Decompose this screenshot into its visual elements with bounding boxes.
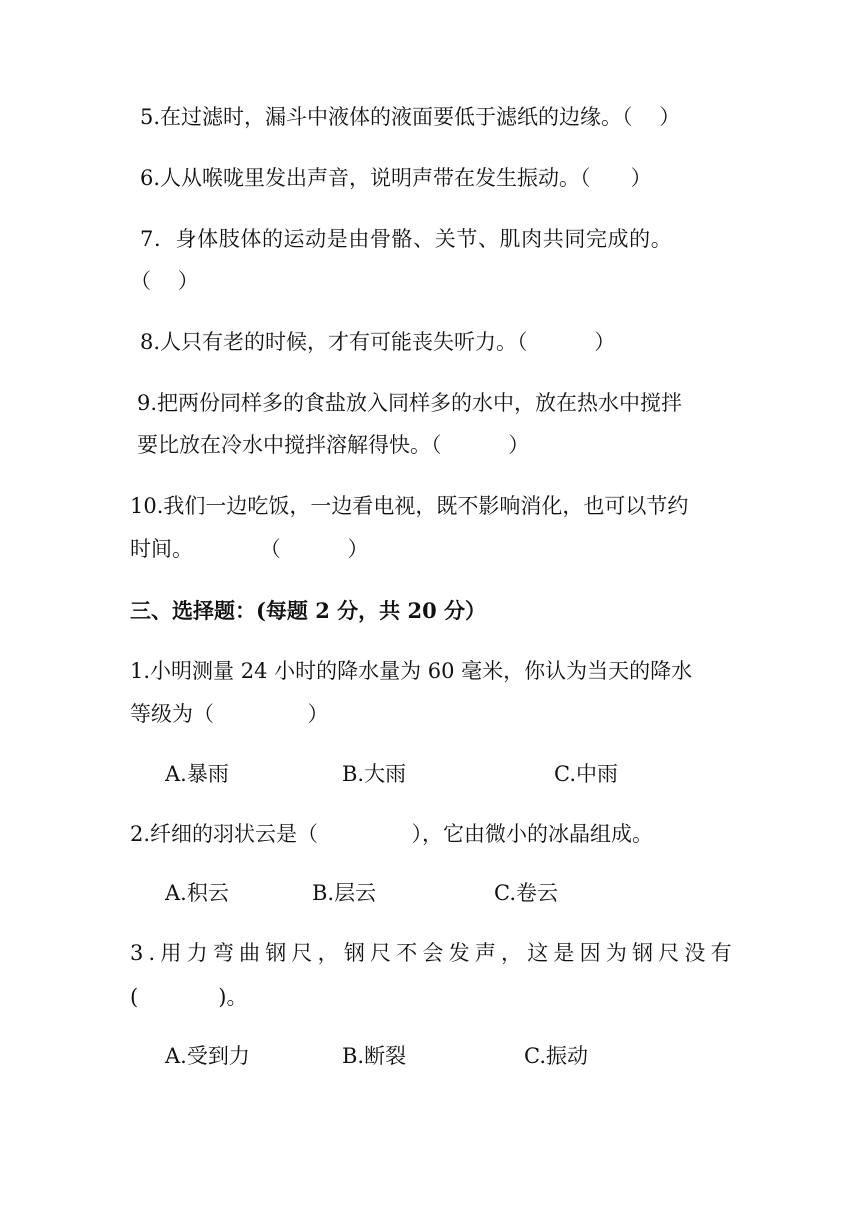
- section-heading: 三、选择题：(每题 2 分，共 20 分）: [130, 598, 487, 623]
- choice-question-2: 2.纤细的羽状云是（ ），它由微小的冰晶组成。: [130, 822, 653, 846]
- choice-1-option-b: B.大雨: [342, 762, 407, 786]
- question-9-line-1: 9.把两份同样多的食盐放入同样多的水中，放在热水中搅拌: [137, 391, 683, 415]
- choice-3-option-a: A.受到力: [165, 1044, 250, 1068]
- choice-2-option-b: B.层云: [312, 881, 377, 905]
- question-8: 8.人只有老的时候，才有可能丧失听力。（ ）: [140, 330, 616, 354]
- choice-3-option-c: C.振动: [524, 1044, 588, 1068]
- question-7-line-2: （ ）: [130, 269, 199, 293]
- choice-2-option-a: A.积云: [165, 881, 229, 905]
- question-5: 5.在过滤时，漏斗中液体的液面要低于滤纸的边缘。（ ）: [140, 105, 681, 129]
- choice-2-option-c: C.卷云: [494, 881, 558, 905]
- choice-1-option-c: C.中雨: [554, 762, 618, 786]
- question-6: 6.人从喉咙里发出声音，说明声带在发生振动。（ ）: [140, 166, 652, 190]
- question-10-line-2: 时间。 （ ）: [130, 537, 369, 561]
- choice-question-1-line-1: 1.小明测量 24 小时的降水量为 60 毫米，你认为当天的降水: [130, 659, 693, 683]
- choice-3-option-b: B.断裂: [342, 1044, 407, 1068]
- choice-question-3-line-2: ( )。: [130, 985, 248, 1009]
- choice-1-option-a: A.暴雨: [165, 762, 229, 786]
- question-10-line-1: 10.我们一边吃饭，一边看电视，既不影响消化，也可以节约: [130, 494, 689, 518]
- choice-question-3-line-1: 3.用力弯曲钢尺，钢尺不会发声，这是因为钢尺没有: [130, 941, 737, 965]
- question-9-line-2: 要比放在冷水中搅拌溶解得快。（ ）: [137, 433, 530, 457]
- choice-question-1-line-2: 等级为（ ）: [130, 702, 329, 726]
- question-7-line-1: 7．身体肢体的运动是由骨骼、关节、肌肉共同完成的。: [140, 227, 673, 251]
